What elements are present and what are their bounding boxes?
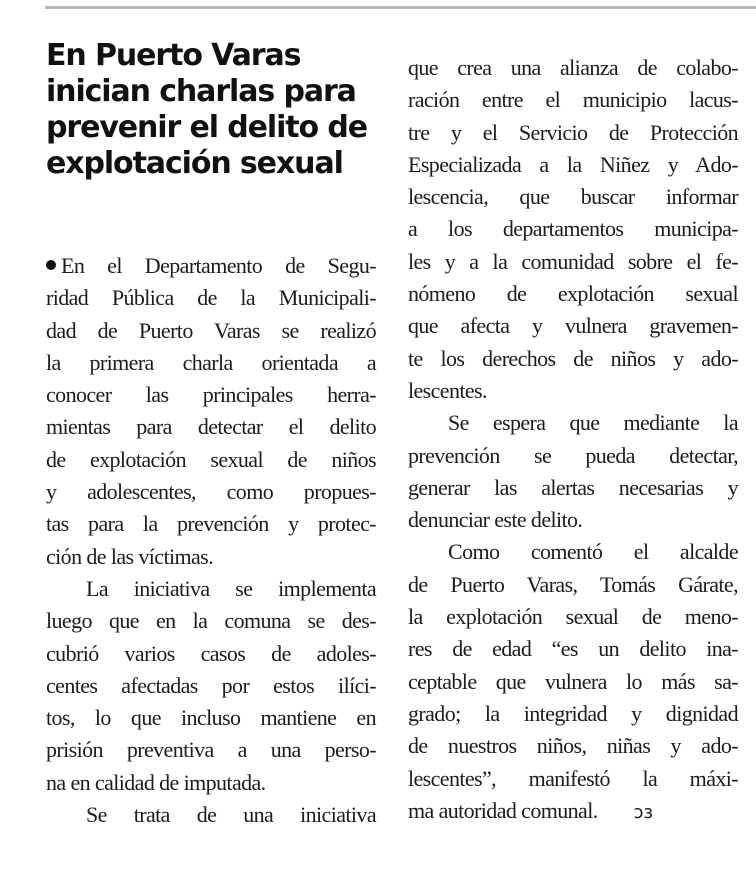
body-line: Se espera que mediante la: [448, 410, 738, 436]
body-line: lescencia, que buscar informar: [408, 184, 738, 210]
body-line: cubrió varios casos de adoles-: [46, 640, 376, 666]
body-line: centes afectadas por estos ilíci-: [46, 672, 376, 698]
body-line: grado; la integridad y dignidad: [408, 700, 738, 726]
body-line: tos, lo que incluso mantiene en: [46, 705, 376, 731]
body-line: La iniciativa se implementa: [86, 575, 376, 601]
body-line: nómeno de explotación sexual: [408, 281, 738, 307]
body-line: ridad Pública de la Municipali-: [46, 285, 376, 311]
body-line-text: En el Departamento de Segu-: [61, 253, 376, 278]
body-line: dad de Puerto Varas se realizó: [46, 317, 376, 343]
headline-line: inician charlas para: [46, 74, 356, 109]
body-line-text: ma autoridad comunal.: [408, 797, 598, 823]
body-line: denunciar este delito.: [408, 507, 583, 533]
headline-line: prevenir el delito de: [46, 110, 367, 145]
body-line: de explotación sexual de niños: [46, 446, 376, 472]
top-divider-rule: [45, 6, 756, 9]
body-line: Se trata de una iniciativa: [86, 802, 376, 828]
body-line: tas para la prevención y protec-: [46, 511, 376, 537]
body-line: a los departamentos municipa-: [408, 216, 738, 242]
body-line: prisión preventiva a una perso-: [46, 737, 376, 763]
body-line: res de edad “es un delito ina-: [408, 636, 738, 662]
body-line: de nuestros niños, niñas y ado-: [408, 733, 738, 759]
body-line: lescentes”, manifestó la máxi-: [408, 765, 738, 791]
body-line: ceptable que vulnera lo más sa-: [408, 668, 738, 694]
body-line: la primera charla orientada a: [46, 349, 376, 375]
body-line: ración entre el municipio lacus-: [408, 87, 738, 113]
bullet-icon: [46, 260, 56, 270]
body-line: Especializada a la Niñez y Ado-: [408, 151, 738, 177]
body-line: lescentes.: [408, 377, 487, 403]
body-line: luego que en la comuna se des-: [46, 608, 376, 634]
body-line: [408, 795, 738, 827]
body-line: de Puerto Varas, Tomás Gárate,: [408, 571, 738, 597]
body-line: mientas para detectar el delito: [46, 414, 376, 440]
body-line: la explotación sexual de meno-: [408, 604, 738, 630]
body-line: ción de las víctimas.: [46, 543, 214, 569]
headline-line: En Puerto Varas: [46, 38, 301, 73]
body-line: que afecta y vulnera gravemen-: [408, 313, 738, 339]
article-headline: [46, 38, 386, 182]
body-line: te los derechos de niños y ado-: [408, 345, 738, 371]
body-line: les y a la comunidad sobre el fe-: [408, 248, 738, 274]
article-body-left-column: [46, 250, 376, 831]
headline-line: explotación sexual: [46, 146, 343, 181]
article-body-right-column: [408, 52, 738, 827]
body-line: Como comentó el alcalde: [448, 539, 738, 565]
body-line: que crea una alianza de colabo-: [408, 55, 738, 80]
body-line: generar las alertas necesarias y: [408, 474, 738, 500]
article-end-mark-icon: ↄз: [633, 801, 654, 823]
body-line: na en calidad de imputada.: [46, 769, 266, 795]
body-line: tre y el Servicio de Protección: [408, 119, 738, 145]
body-line: conocer las principales herra-: [46, 382, 376, 408]
body-line: [46, 250, 376, 282]
body-line: prevención se pueda detectar,: [408, 442, 738, 468]
body-line: y adolescentes, como propues-: [46, 479, 376, 505]
